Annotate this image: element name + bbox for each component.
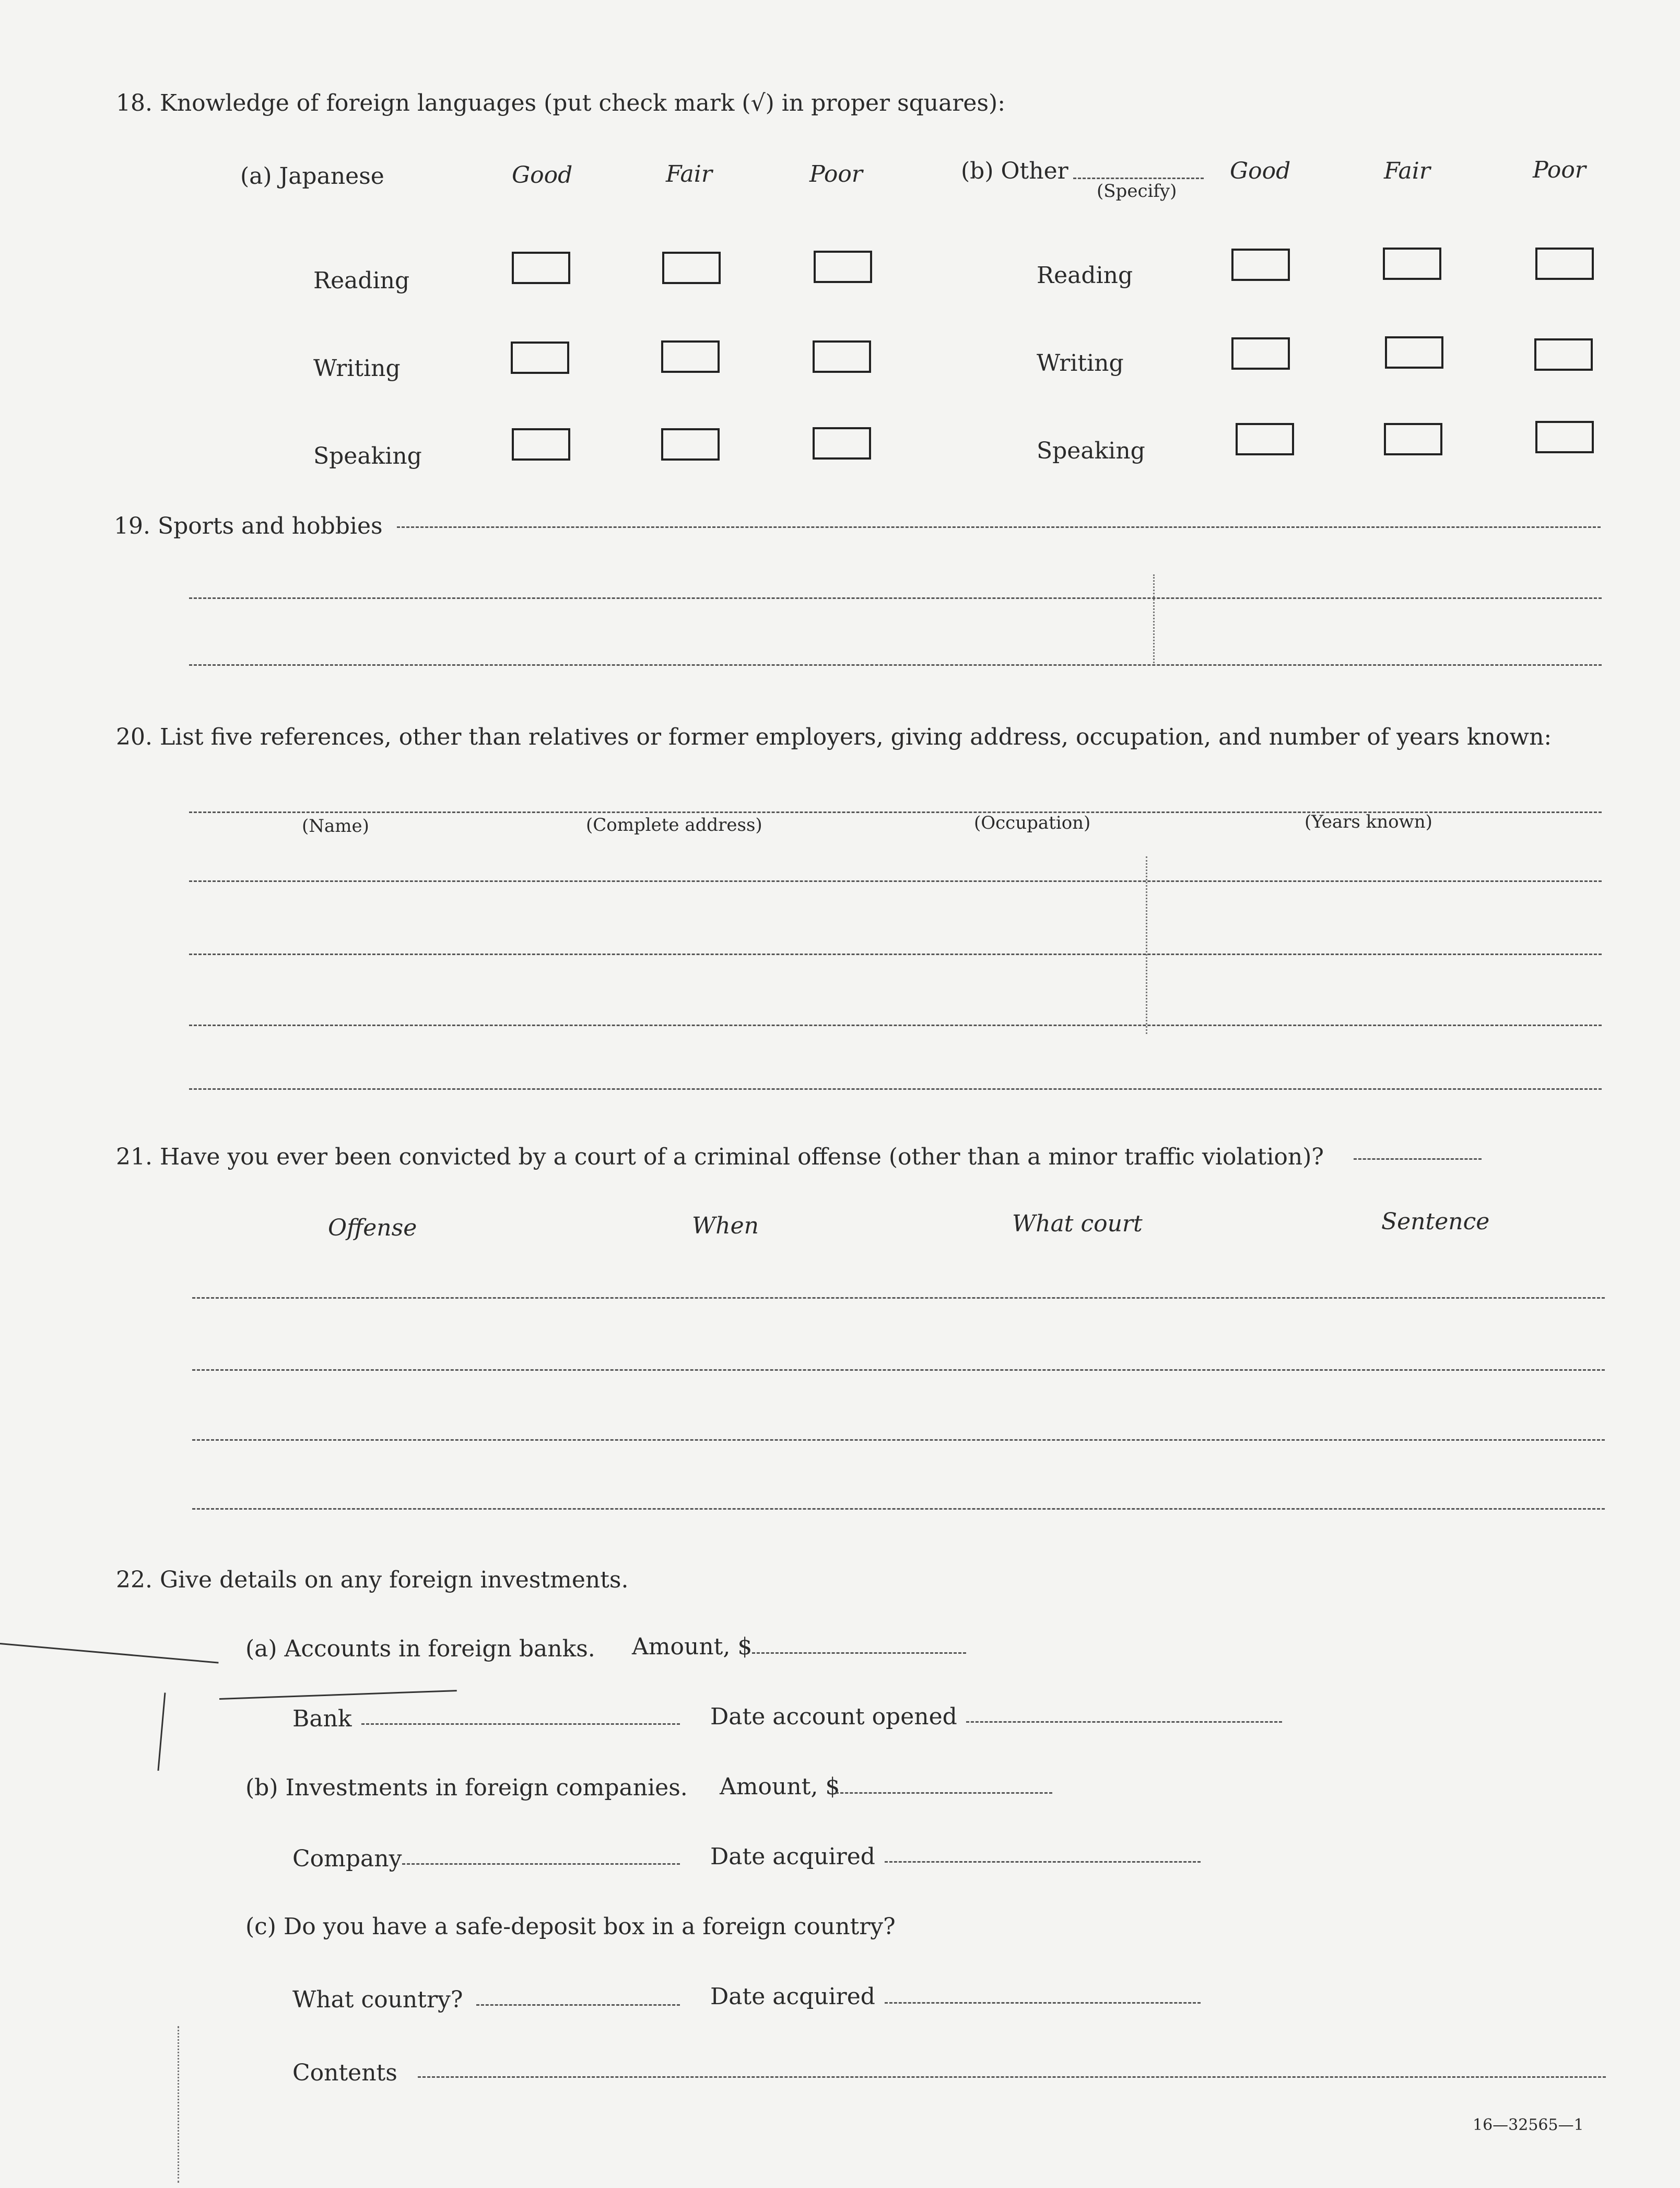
- q18-b-writing-good-checkbox[interactable]: [1231, 337, 1290, 370]
- q18-a-writing-good-checkbox[interactable]: [511, 342, 569, 374]
- q22-a-date-opened-label: Date account opened: [710, 1703, 957, 1730]
- q20-col-occupation: (Occupation): [974, 813, 1091, 833]
- q22-c-contents-label: Contents: [292, 2060, 397, 2086]
- q18-b-poor-header: Poor: [1533, 157, 1586, 183]
- q20-col-years: (Years known): [1305, 811, 1432, 832]
- q19-answer-line-1[interactable]: [397, 526, 1601, 528]
- scan-artifact-stroke: [157, 1692, 166, 1771]
- q22-a-amount-label: Amount, $: [632, 1633, 753, 1660]
- q18-a-writing-label: Writing: [313, 355, 401, 382]
- q18-a-reading-good-checkbox[interactable]: [512, 252, 570, 284]
- q18-b-specify-field[interactable]: [1073, 178, 1204, 179]
- q22-b-company-label: Company: [292, 1845, 402, 1872]
- q20-label: 20. List five references, other than relatives or former employers, giving address, occupation, and number of years known:: [116, 724, 1552, 750]
- q22-b-date-acquired-label: Date acquired: [710, 1843, 875, 1870]
- q18-a-reading-poor-checkbox[interactable]: [814, 251, 872, 283]
- q18-a-good-header: Good: [512, 162, 573, 189]
- scan-artifact-dots: [178, 2026, 179, 2183]
- q22-a-bank-label: Bank: [292, 1705, 352, 1732]
- q22-a-date-opened-field[interactable]: [966, 1721, 1282, 1723]
- q18-a-reading-fair-checkbox[interactable]: [662, 252, 721, 284]
- q18-b-good-header: Good: [1230, 158, 1291, 184]
- q21-col-offense: Offense: [328, 1215, 417, 1241]
- q18-b-speaking-label: Speaking: [1037, 438, 1145, 464]
- q19-answer-line-2[interactable]: [189, 597, 1602, 599]
- q20-col-address: (Complete address): [586, 815, 762, 836]
- q21-answer-line-1[interactable]: [192, 1297, 1605, 1299]
- q22-c-contents-field[interactable]: [418, 2076, 1606, 2078]
- q22-a-label: (a) Accounts in foreign banks.: [245, 1636, 595, 1662]
- q18-b-writing-poor-checkbox[interactable]: [1534, 338, 1593, 371]
- q21-answer-line-4[interactable]: [192, 1508, 1605, 1510]
- q21-answer-field[interactable]: [1354, 1158, 1482, 1160]
- scan-artifact-dots: [1146, 856, 1147, 1034]
- q22-b-label: (b) Investments in foreign companies.: [245, 1774, 688, 1801]
- q18-a-speaking-poor-checkbox[interactable]: [813, 427, 871, 460]
- q18-b-speaking-poor-checkbox[interactable]: [1535, 421, 1594, 453]
- q20-reference-line-2[interactable]: [189, 880, 1602, 882]
- q18-b-label: (b) Other: [961, 158, 1068, 184]
- q18-a-reading-label: Reading: [313, 267, 410, 294]
- q18-b-speaking-fair-checkbox[interactable]: [1384, 423, 1442, 455]
- q22-c-country-label: What country?: [292, 1986, 463, 2013]
- q18-a-speaking-label: Speaking: [313, 443, 422, 469]
- q21-answer-line-3[interactable]: [192, 1439, 1605, 1441]
- q18-b-specify-caption: (Specify): [1097, 181, 1177, 202]
- scan-artifact-stroke: [219, 1690, 457, 1700]
- q18-b-writing-fair-checkbox[interactable]: [1385, 336, 1443, 369]
- q22-c-date-acquired-label: Date acquired: [710, 1983, 875, 2010]
- q18-b-reading-poor-checkbox[interactable]: [1535, 248, 1594, 280]
- q22-b-amount-field[interactable]: [836, 1792, 1052, 1794]
- q20-col-name: (Name): [302, 816, 369, 837]
- q22-b-amount-label: Amount, $: [720, 1773, 840, 1800]
- q21-col-when: When: [692, 1213, 759, 1239]
- q18-a-label: (a) Japanese: [240, 163, 384, 190]
- q18-a-writing-poor-checkbox[interactable]: [813, 340, 871, 373]
- q18-b-reading-label: Reading: [1037, 262, 1133, 289]
- q21-col-sentence: Sentence: [1381, 1208, 1490, 1235]
- q19-label: 19. Sports and hobbies: [114, 513, 383, 539]
- q20-reference-line-5[interactable]: [189, 1088, 1602, 1090]
- q22-c-country-field[interactable]: [476, 2004, 680, 2006]
- form-number: 16—32565—1: [1473, 2116, 1584, 2134]
- q18-label: 18. Knowledge of foreign languages (put check mark (√) in proper squares):: [116, 90, 1006, 116]
- scan-artifact-dots: [1153, 574, 1155, 663]
- q19-answer-line-3[interactable]: [189, 664, 1602, 666]
- q21-col-court: What court: [1012, 1210, 1143, 1237]
- q22-a-amount-field[interactable]: [752, 1652, 966, 1654]
- q22-c-date-acquired-field[interactable]: [885, 2002, 1201, 2004]
- q22-a-bank-field[interactable]: [361, 1723, 680, 1725]
- q18-b-reading-fair-checkbox[interactable]: [1383, 248, 1441, 280]
- q18-b-speaking-good-checkbox[interactable]: [1236, 423, 1294, 455]
- q21-answer-line-2[interactable]: [192, 1369, 1605, 1371]
- q18-a-fair-header: Fair: [666, 161, 712, 187]
- q18-a-speaking-good-checkbox[interactable]: [512, 428, 570, 461]
- q22-label: 22. Give details on any foreign investments.: [116, 1567, 629, 1593]
- q18-a-writing-fair-checkbox[interactable]: [661, 340, 720, 373]
- q18-b-writing-label: Writing: [1037, 350, 1124, 377]
- q18-b-fair-header: Fair: [1384, 158, 1430, 184]
- q18-a-speaking-fair-checkbox[interactable]: [661, 428, 720, 461]
- q22-b-company-field[interactable]: [402, 1863, 680, 1865]
- q18-a-poor-header: Poor: [809, 161, 863, 187]
- q20-reference-line-3[interactable]: [189, 954, 1602, 955]
- scan-artifact-stroke: [0, 1643, 219, 1664]
- q20-reference-line-4[interactable]: [189, 1025, 1602, 1026]
- q18-b-reading-good-checkbox[interactable]: [1231, 249, 1290, 281]
- q22-c-label: (c) Do you have a safe-deposit box in a foreign country?: [245, 1913, 896, 1940]
- q21-label: 21. Have you ever been convicted by a court of a criminal offense (other than a minor traffic violation)?: [116, 1144, 1324, 1170]
- q22-b-date-acquired-field[interactable]: [885, 1861, 1201, 1863]
